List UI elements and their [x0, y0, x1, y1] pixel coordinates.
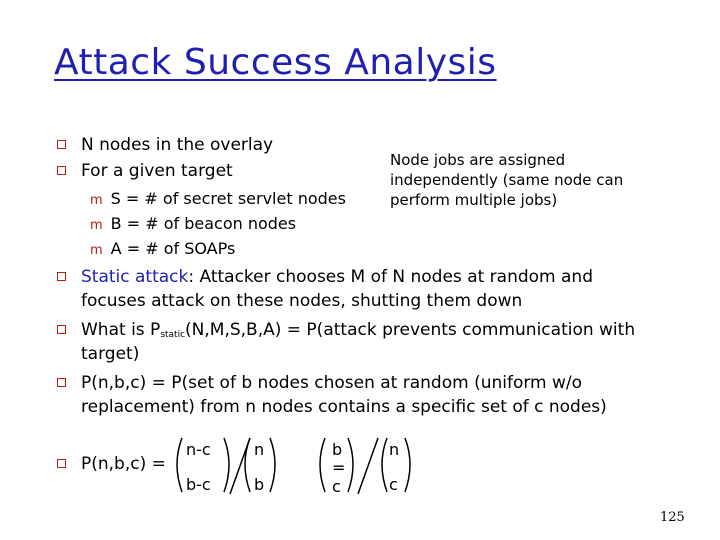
right-paren — [224, 438, 229, 492]
left-paren — [245, 438, 250, 492]
square-bullet-icon — [57, 166, 66, 175]
sub-bullet-b: m B = # of beacon nodes — [90, 214, 297, 233]
binom3-mid: = — [332, 458, 346, 477]
division-slash — [358, 438, 378, 494]
page-number: 125 — [660, 510, 685, 525]
square-bullet-icon — [57, 459, 66, 468]
left-paren — [320, 438, 325, 492]
square-bullet-icon — [57, 140, 66, 149]
binom1-top: n-c — [186, 440, 211, 459]
left-paren — [177, 438, 182, 492]
sub-bullet-a: m A = # of SOAPs — [90, 239, 236, 258]
binom4-top: n — [389, 440, 400, 459]
square-bullet-icon — [57, 272, 66, 281]
binom2-top: n — [254, 440, 265, 459]
left-paren — [382, 438, 387, 492]
square-bullet-icon — [57, 325, 66, 334]
side-note: Node jobs are assigned independently (same node can perform multiple jobs) — [390, 151, 624, 209]
static-attack-term: Static attack — [81, 267, 189, 287]
sub-bullet-s: m S = # of secret servlet nodes — [90, 189, 346, 208]
binom1-bottom: b-c — [186, 475, 211, 494]
right-paren — [348, 438, 353, 492]
right-paren — [405, 438, 410, 492]
binom2-bottom: b — [254, 475, 265, 494]
binom4-bottom: c — [389, 475, 398, 494]
binom3-bottom: c — [332, 477, 341, 496]
binom3-top: b — [332, 440, 343, 459]
division-slash — [230, 438, 250, 494]
square-bullet-icon — [57, 378, 66, 387]
slide-title: Attack Success Analysis — [54, 42, 497, 83]
sub-bullet-icon: m — [90, 218, 103, 233]
sub-bullet-icon: m — [90, 193, 103, 208]
sub-bullet-icon: m — [90, 243, 103, 258]
right-paren — [270, 438, 275, 492]
